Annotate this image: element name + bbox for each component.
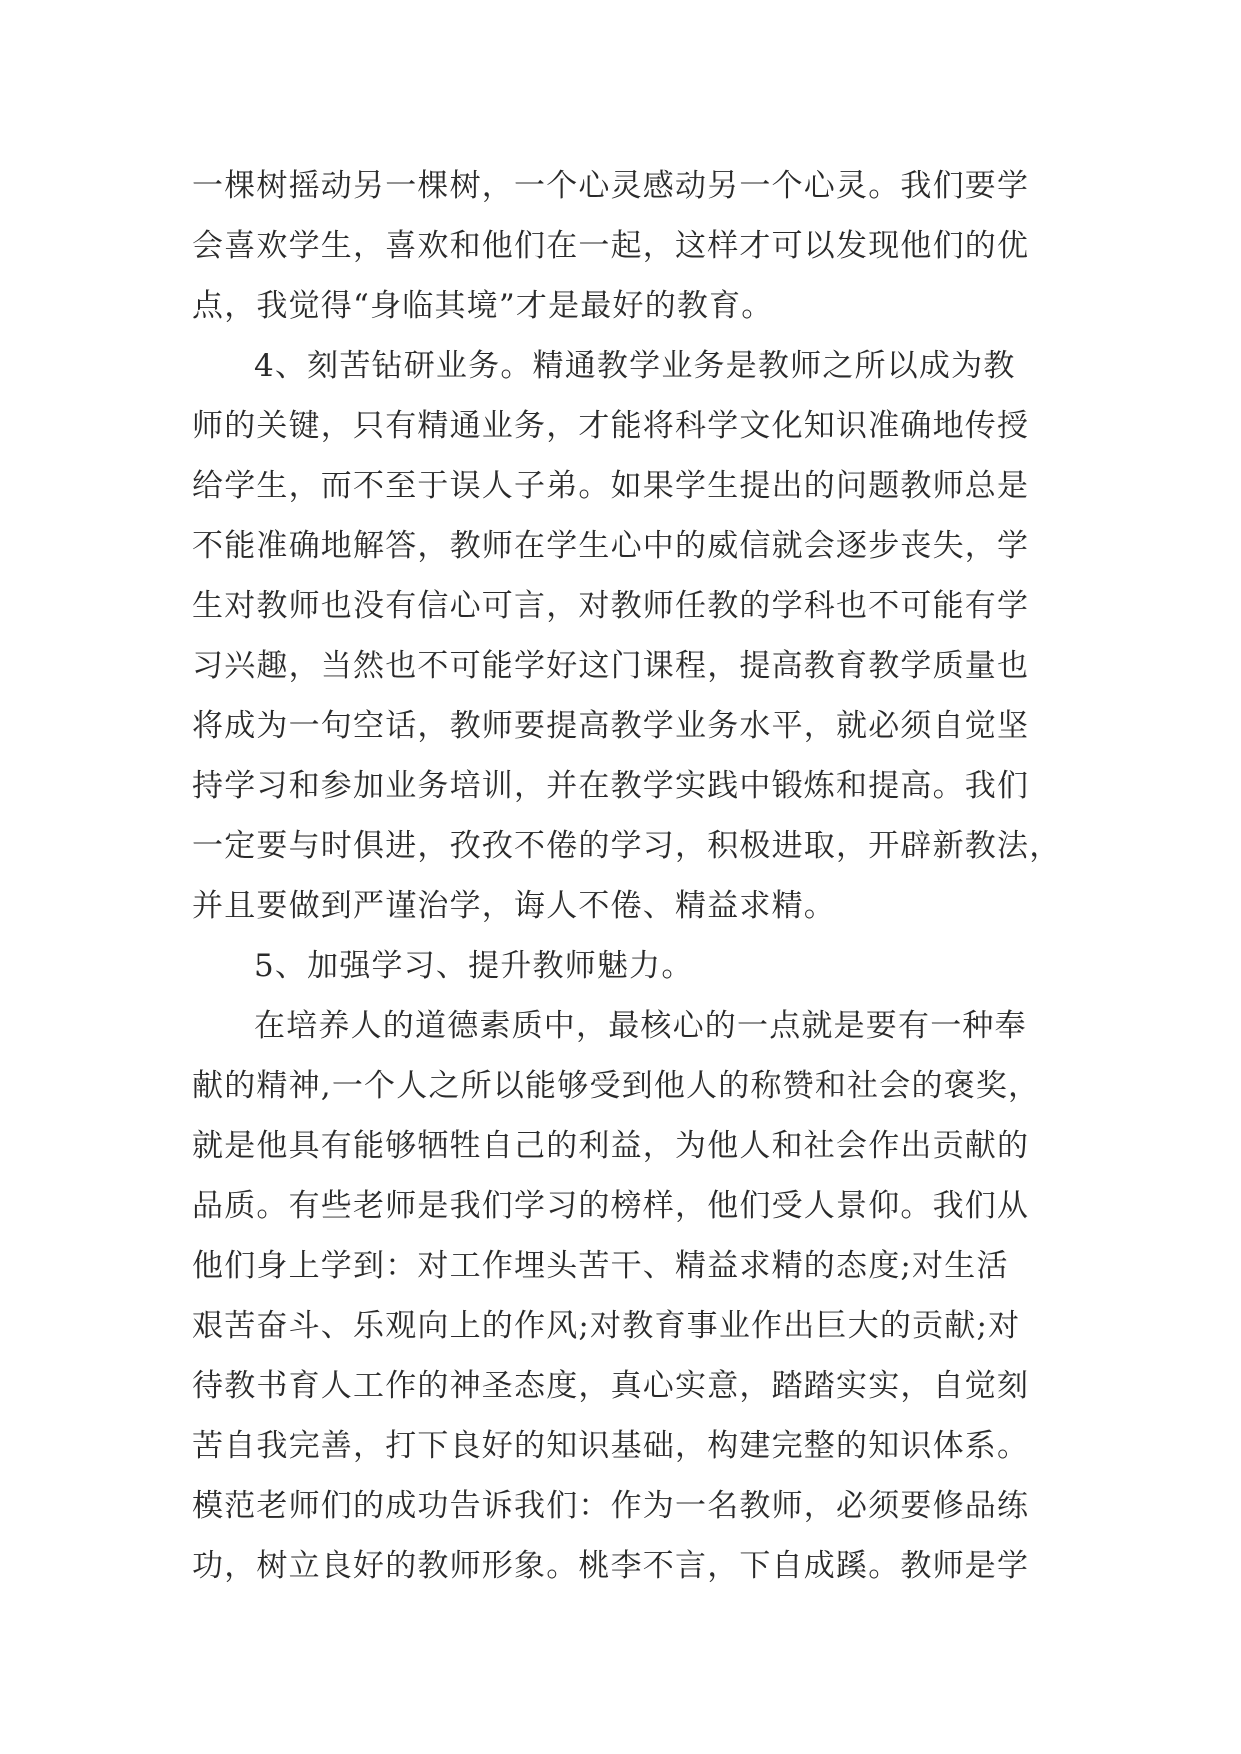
text-line-17: 就是他具有能够牺牲自己的利益，为他人和社会作出贡献的: [192, 1128, 1030, 1164]
text-line-16: 献的精神,一个人之所以能够受到他人的称赞和社会的褒奖，: [192, 1068, 1041, 1104]
text-line-22: 苦自我完善，打下良好的知识基础，构建完整的知识体系。: [192, 1428, 1030, 1464]
text-line-13: 并且要做到严谨治学，诲人不倦、精益求精。: [192, 888, 836, 924]
text-line-24: 功，树立良好的教师形象。桃李不言，下自成蹊。教师是学: [192, 1548, 1030, 1584]
text-line-11: 持学习和参加业务培训，并在教学实践中锻炼和提高。我们: [192, 768, 1030, 804]
text-line-12: 一定要与时俱进，孜孜不倦的学习，积极进取，开辟新教法，: [192, 828, 1062, 864]
text-line-8: 生对教师也没有信心可言，对教师任教的学科也不可能有学: [192, 588, 1030, 624]
text-line-2: 会喜欢学生，喜欢和他们在一起，这样才可以发现他们的优: [192, 228, 1030, 264]
text-line-3: 点，我觉得“身临其境”才是最好的教育。: [192, 288, 774, 324]
text-line-10: 将成为一句空话，教师要提高教学业务水平，就必须自觉坚: [192, 708, 1030, 744]
text-line-21: 待教书育人工作的神圣态度，真心实意，踏踏实实，自觉刻: [192, 1368, 1030, 1404]
text-line-7: 不能准确地解答，教师在学生心中的威信就会逐步丧失，学: [192, 528, 1030, 564]
text-line-18: 品质。有些老师是我们学习的榜样，他们受人景仰。我们从: [192, 1188, 1030, 1224]
section-4-heading: 4、刻苦钻研业务。精通教学业务是教师之所以成为教: [254, 348, 1016, 384]
text-line-5: 师的关键，只有精通业务，才能将科学文化知识准确地传授: [192, 408, 1030, 444]
section-5-heading: 5、加强学习、提升教师魅力。: [254, 948, 694, 984]
text-line-20: 艰苦奋斗、乐观向上的作风;对教育事业作出巨大的贡献;对: [192, 1308, 1021, 1344]
text-line-23: 模范老师们的成功告诉我们：作为一名教师，必须要修品练: [192, 1488, 1030, 1524]
text-line-6: 给学生，而不至于误人子弟。如果学生提出的问题教师总是: [192, 468, 1030, 504]
text-line-9: 习兴趣，当然也不可能学好这门课程，提高教育教学质量也: [192, 648, 1030, 684]
text-line-19: 他们身上学到：对工作埋头苦干、精益求精的态度;对生活: [192, 1248, 1009, 1284]
text-line-15: 在培养人的道德素质中，最核心的一点就是要有一种奉: [254, 1008, 1027, 1044]
text-line-1: 一棵树摇动另一棵树，一个心灵感动另一个心灵。我们要学: [192, 168, 1030, 204]
